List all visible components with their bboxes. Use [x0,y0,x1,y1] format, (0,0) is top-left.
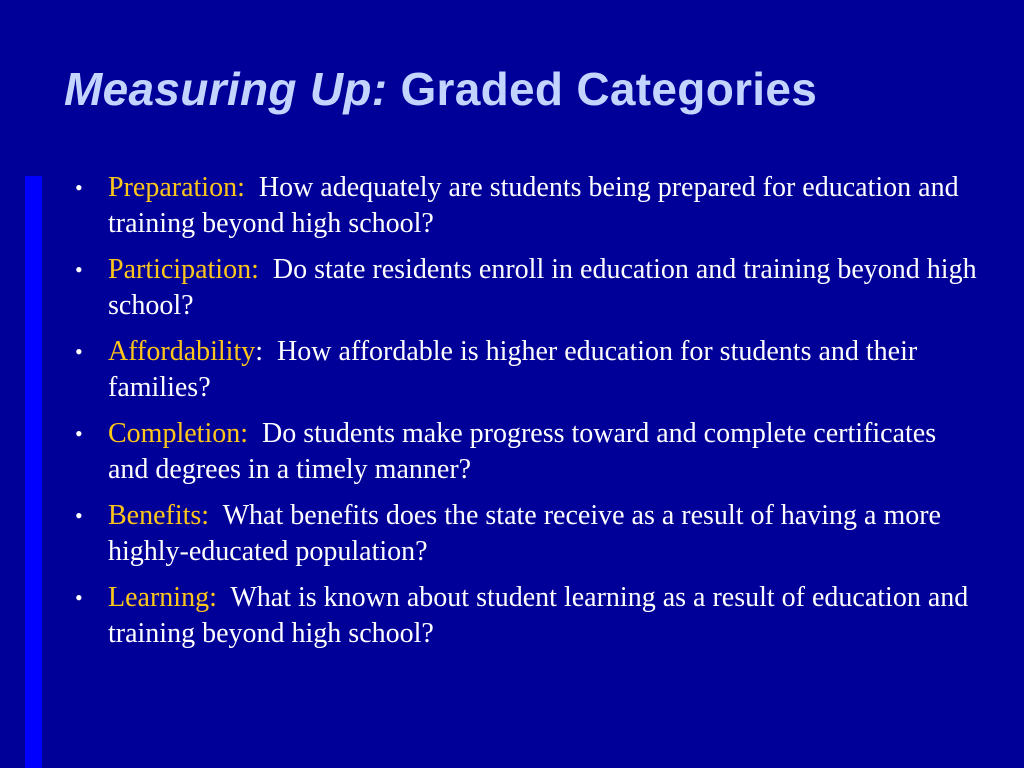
title-italic-part: Measuring Up: [64,63,388,115]
bullet-dot-icon: • [75,257,83,282]
title-bold-part: Graded Categories [400,63,818,115]
bullet-term: Participation: [108,254,259,285]
bullet-separator: : [255,336,264,367]
bullet-text: Do state residents enroll in education and training beyond high school? [108,254,977,321]
bullet-item-benefits [75,498,980,570]
side-accent-bar [25,176,42,768]
bullet-term: Preparation: [108,172,245,203]
bullet-item-participation [75,252,980,324]
bullet-dot-icon: • [75,175,83,200]
bullet-term: Affordability [108,336,256,367]
bullet-text: Do students make progress toward and complete certificates and degrees in a timely manner? [108,418,937,485]
bullet-text: What is known about student learning as a result of education and training beyond high school? [108,582,969,649]
bullet-item-affordability [75,334,980,406]
bullet-term: Completion: [108,418,248,449]
bullet-text: What benefits does the state receive as a result of having a more highly-educated population? [108,500,941,567]
bullet-item-preparation [75,170,980,242]
bullet-item-learning [75,580,980,652]
bullet-text: How adequately are students being prepared for education and training beyond high school? [108,172,959,239]
bullet-dot-icon: • [75,421,83,446]
bullet-term: Learning: [108,582,217,613]
slide-title [64,58,817,120]
bullet-dot-icon: • [75,585,83,610]
bullet-dot-icon: • [75,503,83,528]
bullet-term: Benefits: [108,500,210,531]
bullet-list [75,170,980,662]
bullet-item-completion [75,416,980,488]
bullet-dot-icon: • [75,339,83,364]
bullet-text: How affordable is higher education for students and their families? [108,336,918,403]
